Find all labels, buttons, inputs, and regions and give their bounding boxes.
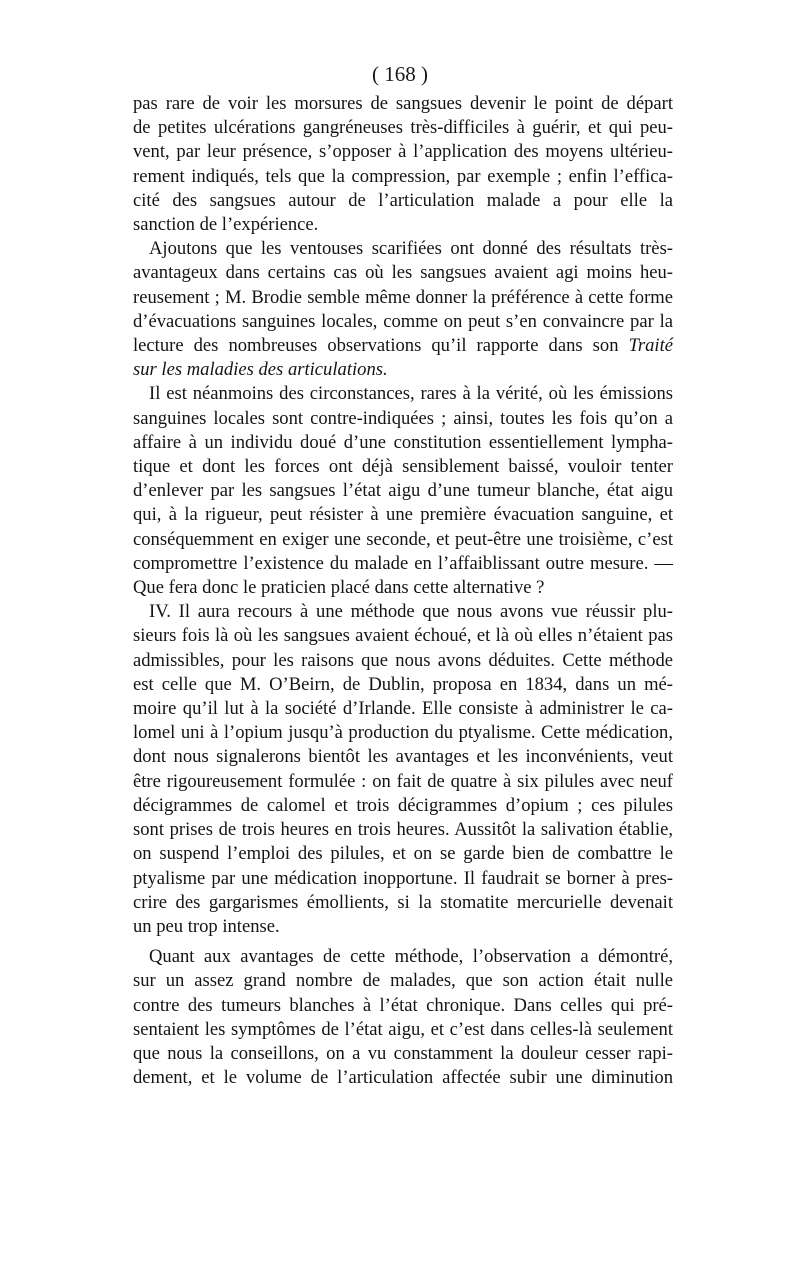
text-line: Quant aux avantages de cette méthode, l’observation a démontré, — [149, 946, 673, 968]
paragraph-5 — [133, 945, 673, 1090]
text-line: contre des tumeurs blanches à l’état chronique. Dans celles qui pré- — [133, 994, 673, 1016]
italic-title-word: Traité — [628, 335, 674, 357]
paragraph-4 — [133, 600, 673, 939]
text-line: rement indiqués, tels que la compression, par exemple ; enfin l’effica- — [133, 165, 673, 187]
text-line: est celle que M. O’Beirn, de Dublin, proposa en 1834, dans un mé- — [133, 673, 673, 695]
text-line: IV. Il aura recours à une méthode que nous avons vue réussir plu- — [149, 601, 673, 623]
text-line: sanguines locales sont contre-indiquées ; ainsi, toutes les fois qu’on a — [133, 407, 673, 429]
text-line: cité des sangsues autour de l’articulation malade a pour elle la — [133, 189, 673, 211]
text-line: être rigoureusement formulée : on fait de quatre à six pilules avec neuf — [133, 770, 673, 792]
text-line: d’enlever par les sangsues l’état aigu d’une tumeur blanche, état aigu — [133, 480, 673, 502]
text-line: admissibles, pour les raisons que nous avons déduites. Cette méthode — [133, 649, 673, 671]
text-line: conséquemment en exiger une seconde, et peut-être une troisième, c’est — [133, 528, 673, 550]
text-line: affaire à un individu doué d’une constitution essentiellement lympha- — [133, 431, 673, 453]
text-line: crire des gargarismes émollients, si la stomatite mercurielle devenait — [133, 891, 673, 913]
page-number: ( 168 ) — [372, 62, 428, 86]
text-line: lomel uni à l’opium jusqu’à production du ptyalisme. Cette médication, — [133, 722, 673, 744]
italic-title: sur les maladies des articulations. — [133, 359, 388, 381]
text-line: sont prises de trois heures en trois heures. Aussitôt la salivation établie, — [133, 819, 673, 841]
paragraph-2 — [133, 237, 673, 382]
paragraph-1 — [133, 92, 673, 237]
text-line: ptyalisme par une médication inopportune. Il faudrait se borner à pres- — [133, 867, 673, 889]
text-line: dont nous signalerons bientôt les avantages et les inconvénients, veut — [133, 746, 673, 768]
text-line-with-italic — [133, 334, 673, 358]
text-line: d’évacuations sanguines locales, comme on peut s’en convaincre par la — [133, 310, 673, 332]
text-line: sanction de l’expérience. — [133, 214, 319, 236]
text-line: avantageux dans certains cas où les sangsues avaient agi moins heu- — [133, 262, 673, 284]
text-line: moire qu’il lut à la société d’Irlande. Elle consiste à administrer le ca- — [133, 698, 673, 720]
text-line: sentaient les symptômes de l’état aigu, et c’est dans celles-là seulement — [133, 1018, 673, 1040]
text-line: Il est néanmoins des circonstances, rares à la vérité, où les émissions — [149, 383, 673, 405]
text-line: vent, par leur présence, s’opposer à l’application des moyens ultérieu- — [133, 141, 673, 163]
text-line: on suspend l’emploi des pilules, et on se garde bien de combattre le — [133, 843, 673, 865]
text-line: décigrammes de calomel et trois décigrammes d’opium ; ces pilules — [133, 794, 673, 816]
text-line — [133, 358, 673, 382]
text-line: pas rare de voir les morsures de sangsues devenir le point de départ — [133, 93, 673, 114]
text-line: compromettre l’existence du malade en l’affaiblissant outre mesure. — — [133, 552, 673, 574]
text-segment: lecture des nombreuses observations qu’il rapporte dans son — [133, 335, 619, 357]
text-line: Ajoutons que les ventouses scarifiées ont donné des résultats très- — [149, 238, 673, 260]
text-line: Que fera donc le praticien placé dans cette alternative ? — [133, 577, 545, 599]
paragraph-3 — [133, 382, 673, 600]
text-line: que nous la conseillons, on a vu constamment la douleur cesser rapi- — [133, 1042, 673, 1064]
text-line: sur un assez grand nombre de malades, que son action était nulle — [133, 970, 673, 992]
text-line: un peu trop intense. — [133, 915, 280, 937]
text-line: sieurs fois là où les sangsues avaient échoué, et là où elles n’étaient pas — [133, 625, 673, 647]
page-body — [133, 92, 673, 1090]
text-line: qui, à la rigueur, peut résister à une première évacuation sanguine, et — [133, 504, 673, 526]
text-line: dement, et le volume de l’articulation affectée subir une diminution — [133, 1067, 673, 1089]
text-line: tique et dont les forces ont déjà sensiblement baissé, vouloir tenter — [133, 456, 673, 478]
text-line: reusement ; M. Brodie semble même donner la préférence à cette forme — [133, 286, 673, 308]
text-line: de petites ulcérations gangréneuses très-difficiles à guérir, et qui peu- — [133, 117, 673, 139]
